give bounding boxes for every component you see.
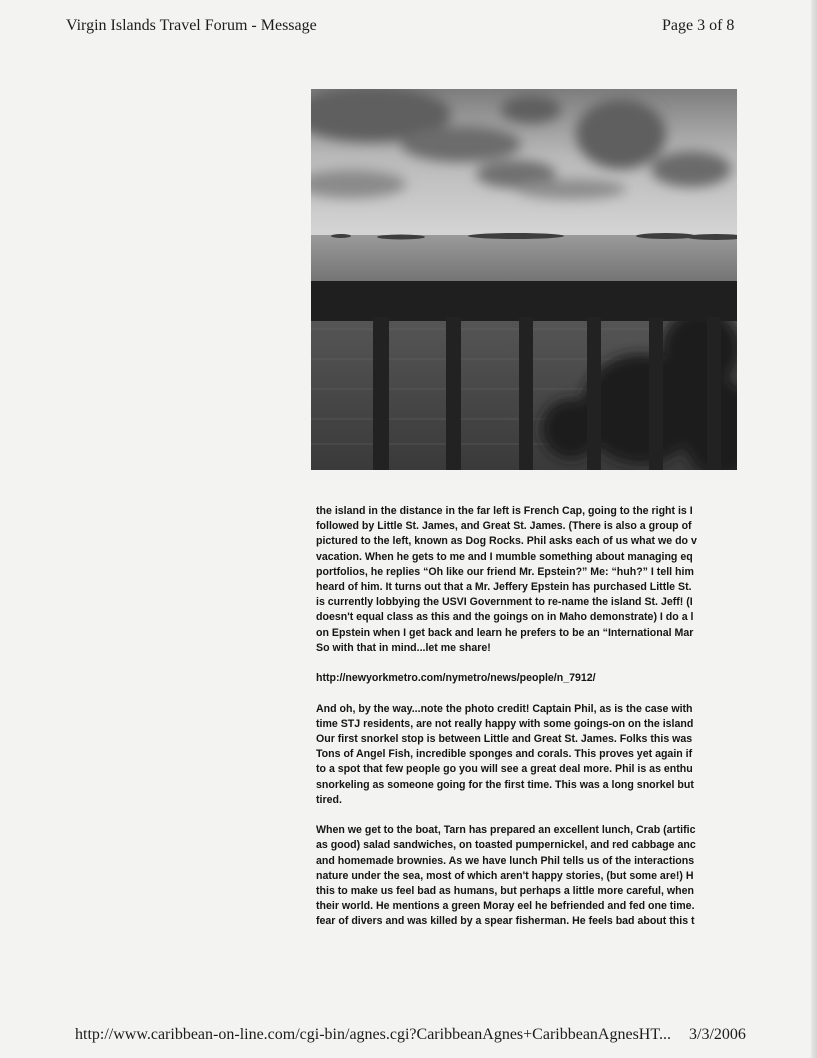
- scan-edge: [811, 0, 817, 1058]
- text-line: doesn't equal class as this and the goings on in Maho demonstrate) I do a l: [316, 611, 694, 624]
- article-link[interactable]: http://newyorkmetro.com/nymetro/news/people/n_7912/: [316, 672, 596, 685]
- paragraph-snorkel: [316, 702, 736, 808]
- text-line: and homemade brownies. As we have lunch Phil tells us of the interactions: [316, 854, 695, 867]
- text-line: time STJ residents, are not really happy with some goings-on on the island: [316, 717, 694, 730]
- text-line: their world. He mentions a green Moray eel he befriended and fed one time.: [316, 900, 695, 913]
- page-number: Page 3 of 8: [662, 17, 735, 34]
- paragraph-lunch: [316, 823, 736, 929]
- text-line: to a spot that few people go you will see a great deal more. Phil is as enthu: [316, 763, 693, 776]
- page-header-title: Virgin Islands Travel Forum - Message: [66, 17, 317, 34]
- text-line: And oh, by the way...note the photo credit! Captain Phil, as is the case with: [316, 702, 693, 715]
- paragraph-link: [316, 671, 736, 686]
- footer-date: 3/3/2006: [689, 1026, 746, 1043]
- text-line: fear of divers and was killed by a spear fisherman. He feels bad about this t: [316, 915, 695, 928]
- text-line: pictured to the left, known as Dog Rocks. Phil asks each of us what we do v: [316, 535, 697, 548]
- footer-url: http://www.caribbean-on-line.com/cgi-bin/agnes.cgi?CaribbeanAgnes+CaribbeanAgnesHT...: [75, 1026, 671, 1043]
- text-line: tired.: [316, 793, 342, 806]
- scenic-photo: [311, 89, 737, 470]
- text-line: snorkeling as someone going for the first time. This was a long snorkel but: [316, 778, 694, 791]
- scenic-photo-icon: [311, 89, 737, 470]
- paragraph-intro: [316, 504, 736, 656]
- text-line: So with that in mind...let me share!: [316, 641, 491, 654]
- text-line: this to make us feel bad as humans, but perhaps a little more careful, when: [316, 885, 694, 898]
- text-line: followed by Little St. James, and Great St. James. (There is also a group of: [316, 520, 692, 533]
- text-line: nature under the sea, most of which aren't happy stories, (but some are!) H: [316, 869, 694, 882]
- text-line: is currently lobbying the USVI Government to re-name the island St. Jeff! (I: [316, 596, 693, 609]
- text-line: heard of him. It turns out that a Mr. Jeffery Epstein has purchased Little St.: [316, 581, 692, 594]
- text-line: When we get to the boat, Tarn has prepared an excellent lunch, Crab (artific: [316, 824, 696, 837]
- text-line: vacation. When he gets to me and I mumble something about managing eq: [316, 550, 693, 563]
- text-line: on Epstein when I get back and learn he prefers to be an “International Mar: [316, 626, 694, 639]
- text-line: Our first snorkel stop is between Little and Great St. James. Folks this was: [316, 733, 693, 746]
- text-line: portfolios, he replies “Oh like our friend Mr. Epstein?” Me: “huh?” I tell him: [316, 565, 694, 578]
- text-line: Tons of Angel Fish, incredible sponges and corals. This proves yet again if: [316, 748, 693, 761]
- text-line: the island in the distance in the far left is French Cap, going to the right is I: [316, 505, 693, 517]
- text-line: as good) salad sandwiches, on toasted pumpernickel, and red cabbage anc: [316, 839, 696, 852]
- message-body: [316, 504, 736, 945]
